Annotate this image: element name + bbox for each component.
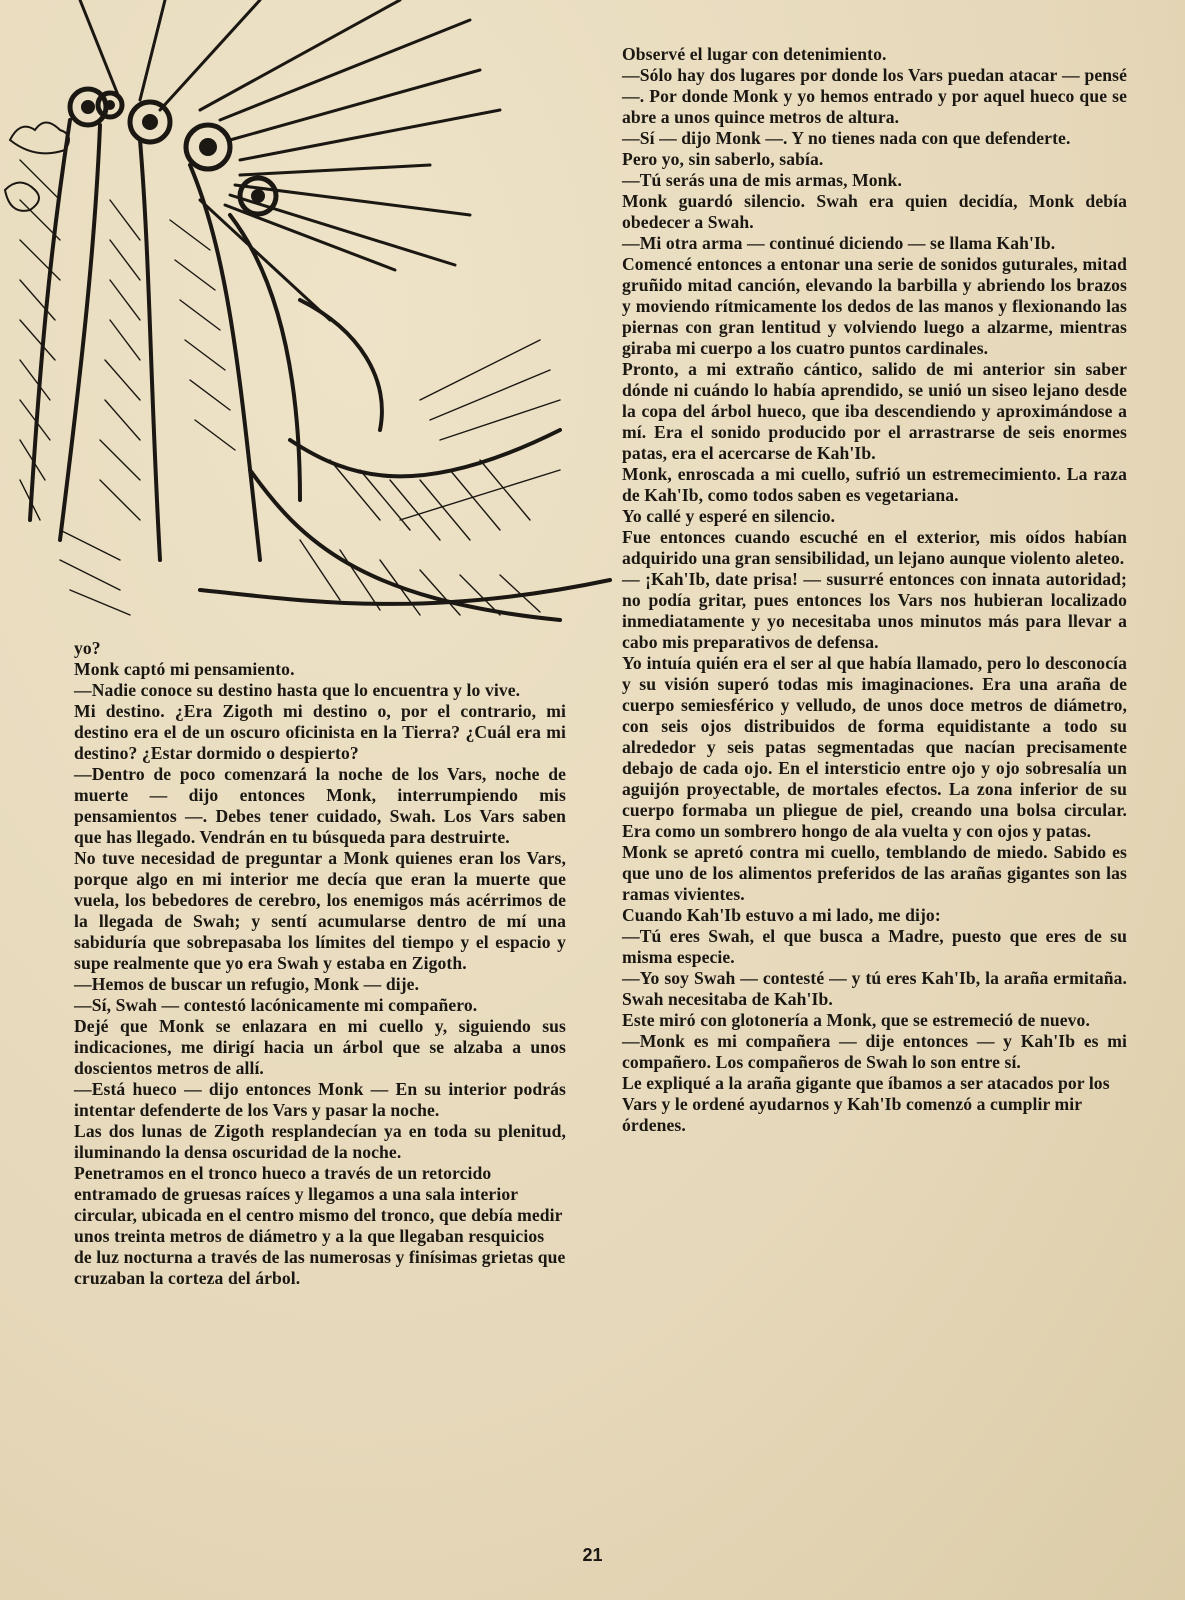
paragraph: Cuando Kah'Ib estuvo a mi lado, me dijo: (622, 905, 941, 925)
paragraph: Monk captó mi pensamiento. (74, 659, 295, 679)
paragraph: —Sólo hay dos lugares por donde los Vars puedan atacar — pensé —. Por donde Monk y yo hemos entrado y por aquel hueco que se abre a unos quince metros de altura. (622, 65, 1127, 127)
paragraph: Dejé que Monk se enlazara en mi cuello y, siguiendo sus indicaciones, me dirigí hacia un árbol que se alzaba a unos doscientos metros de allí. (74, 1016, 566, 1078)
paragraph: Pero yo, sin saberlo, sabía. (622, 149, 824, 169)
page-number: 21 (582, 1545, 603, 1565)
paragraph: Mi destino. ¿Era Zigoth mi destino o, por el contrario, mi destino era el de un oscuro oficinista en la Tierra? ¿Cuál era mi destino? ¿Estar dormido o despierto? (74, 701, 566, 763)
paragraph: Fue entonces cuando escuché en el exterior, mis oídos habían adquirido una gran sensibilidad, un lejano aunque violento aleteo. (622, 527, 1127, 568)
paragraph: Comencé entonces a entonar una serie de sonidos guturales, mitad gruñido mitad canción, elevando la barbilla y abriendo los brazos y moviendo rítmicamente los dedos de las manos y flexionando las piernas con gran lentitud y volviendo luego a alzarme, mientras giraba mi cuerpo a los cuatro puntos cardinales. (622, 254, 1127, 358)
paragraph: —Monk es mi compañera — dije entonces — y Kah'Ib es mi compañero. Los compañeros de Swah lo son entre sí. (622, 1031, 1127, 1072)
left-text-column (74, 638, 566, 1289)
paragraph: —Tú eres Swah, el que busca a Madre, puesto que eres de su misma especie. (622, 926, 1127, 967)
paragraph: Este miró con glotonería a Monk, que se estremeció de nuevo. (622, 1010, 1090, 1030)
paragraph: —Está hueco — dijo entonces Monk — En su interior podrás intentar defenderte de los Vars y pasar la noche. (74, 1079, 566, 1120)
paragraph: —Mi otra arma — continué diciendo — se llama Kah'Ib. (622, 233, 1056, 253)
paragraph: Yo intuía quién era el ser al que había llamado, pero lo desconocía y su visión superó todas mis imaginaciones. Era una araña de cuerpo semiesférico y velludo, de unos doce metros de diámetro, con seis ojos distribuidos de forma equidistante a todo su alrededor y seis patas segmentadas que nacían precisamente debajo de cada ojo. En el intersticio entre ojo y ojo sobresalía un aguijón proyectable, de mortales efectos. La zona inferior de su cuerpo formaba un pliegue de piel, creando una bolsa circular. Era como un sombrero hongo de ala vuelta y con ojos y patas. (622, 653, 1127, 841)
paragraph: Yo callé y esperé en silencio. (622, 506, 836, 526)
paragraph: —Nadie conoce su destino hasta que lo encuentra y lo vive. (74, 680, 521, 700)
paragraph: —Tú serás una de mis armas, Monk. (622, 170, 902, 190)
paragraph: —Sí — dijo Monk —. Y no tienes nada con que defenderte. (622, 128, 1071, 148)
paragraph: Observé el lugar con detenimiento. (622, 44, 887, 64)
paragraph: Monk se apretó contra mi cuello, temblando de miedo. Sabido es que uno de los alimentos preferidos de las arañas gigantes son las ramas vivientes. (622, 842, 1127, 904)
paragraph: Pronto, a mi extraño cántico, salido de mi anterior sin saber dónde ni cuándo lo había aprendido, se unió un siseo lejano desde la copa del árbol hueco, que iba descendiendo y aproximándose a mí. Era el sonido producido por el arrastrarse de seis enormes patas, era el acercarse de Kah'Ib. (622, 359, 1127, 463)
paragraph: yo? (74, 638, 101, 658)
paragraph: Monk, enroscada a mi cuello, sufrió un estremecimiento. La raza de Kah'Ib, como todos saben es vegetariana. (622, 464, 1127, 505)
paragraph: —Yo soy Swah — contesté — y tú eres Kah'Ib, la araña ermitaña. Swah necesitaba de Kah'Ib. (622, 968, 1127, 1009)
paragraph: Le expliqué a la araña gigante que íbamos a ser atacados por los Vars y le ordené ayudarnos y Kah'Ib comenzó a cumplir mir órdenes. (622, 1073, 1110, 1135)
paragraph: — ¡Kah'Ib, date prisa! — susurré entonces con innata autoridad; no podía gritar, pues entonces los Vars nos hubieran localizado inmediatamente y yo necesitaba unos minutos más para llevar a cabo mis preparativos de defensa. (622, 569, 1127, 652)
paragraph: —Sí, Swah — contestó lacónicamente mi compañero. (74, 995, 478, 1015)
paragraph: No tuve necesidad de preguntar a Monk quienes eran los Vars, porque algo en mi interior me decía que eran la muerte que vuela, los bebedores de cerebro, los enemigos más acérrimos de la llegada de Swah; y sentí acumularse dentro de mí una sabiduría que sobrepasaba los límites del tiempo y el espacio y supe realmente que yo era Swah y estaba en Zigoth. (74, 848, 566, 973)
paragraph: Las dos lunas de Zigoth resplandecían ya en toda su plenitud, iluminando la densa oscuridad de la noche. (74, 1121, 566, 1162)
creature-illustration-icon (0, 0, 615, 640)
paragraph: Penetramos en el tronco hueco a través de un retorcido entramado de gruesas raíces y llegamos a una sala interior circular, ubicada en el centro mismo del tronco, que debía medir unos treinta metros de diámetro y a la que llegaban resquicios de luz nocturna a través de las numerosas y finísimas grietas que cruzaban la corteza del árbol. (74, 1163, 566, 1288)
right-text-column (622, 44, 1127, 1136)
paragraph: Monk guardó silencio. Swah era quien decidía, Monk debía obedecer a Swah. (622, 191, 1127, 232)
paragraph: —Hemos de buscar un refugio, Monk — dije. (74, 974, 420, 994)
paragraph: —Dentro de poco comenzará la noche de los Vars, noche de muerte — dijo entonces Monk, interrumpiendo mis pensamientos —. Debes tener cuidado, Swah. Los Vars saben que has llegado. Vendrán en tu búsqueda para destruirte. (74, 764, 566, 847)
creature-illustration (0, 0, 615, 640)
